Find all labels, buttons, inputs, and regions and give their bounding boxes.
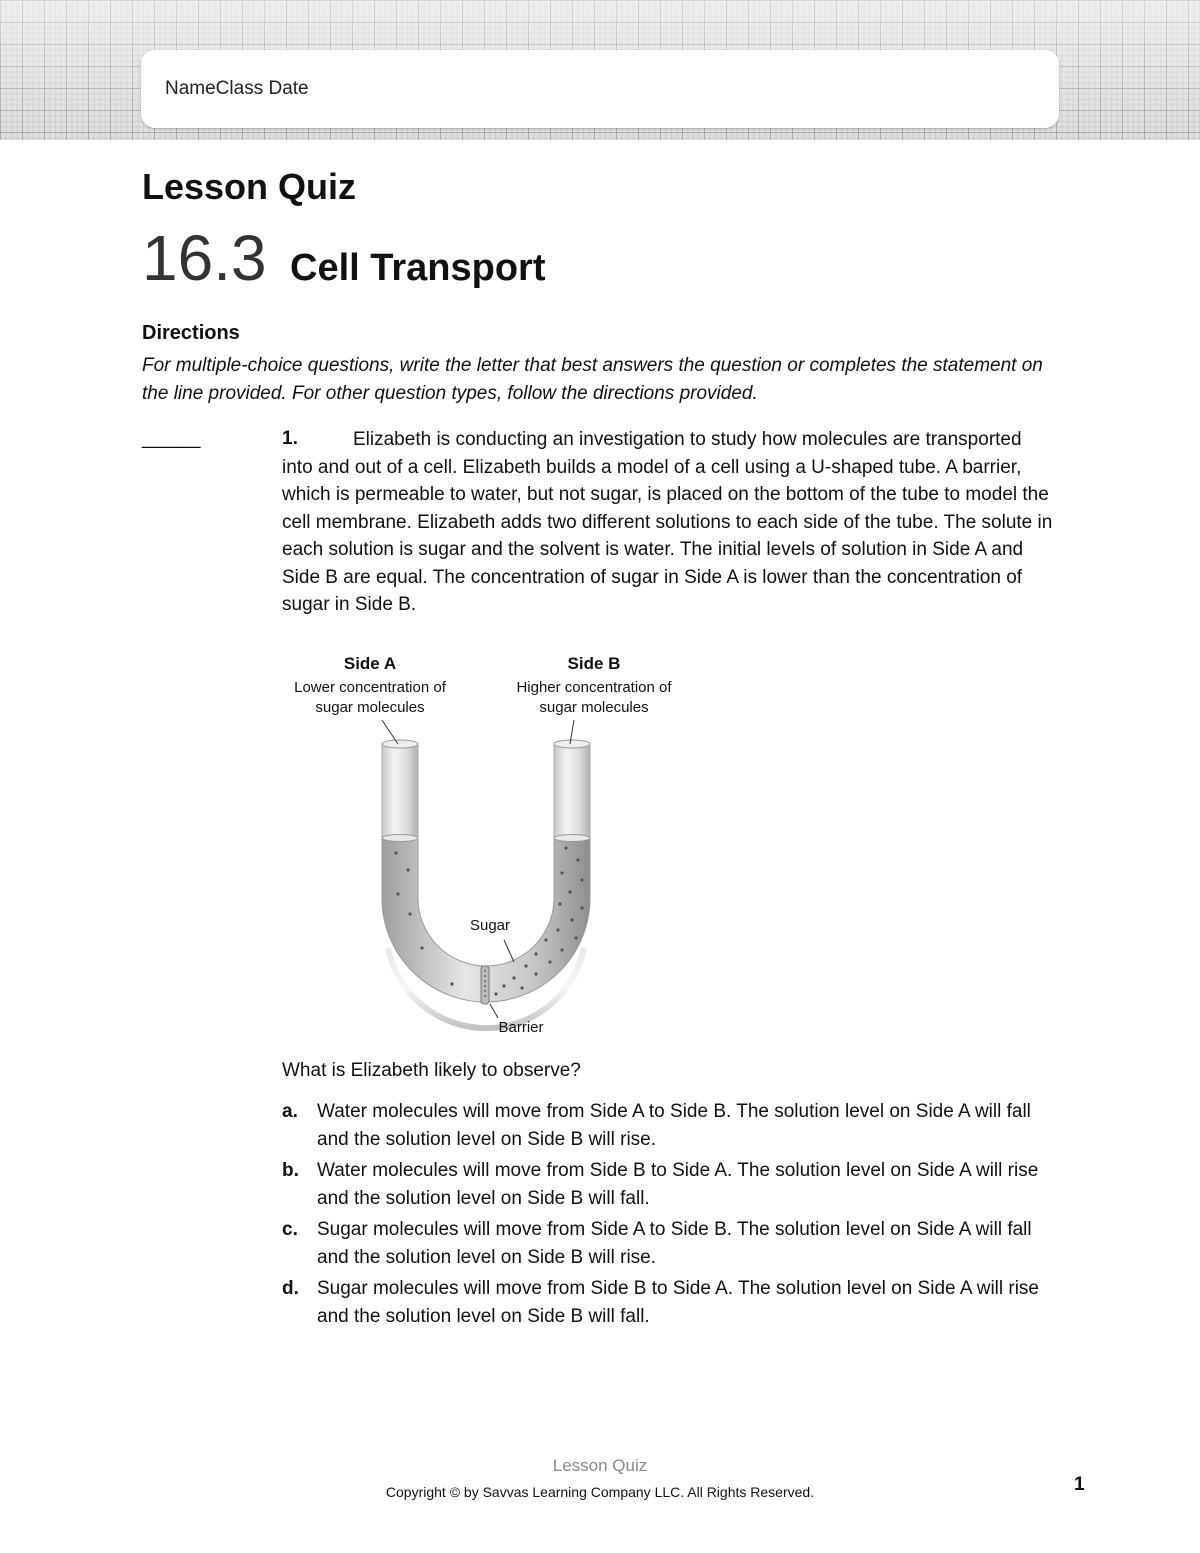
directions-heading: Directions	[142, 322, 240, 344]
side-b-desc-line2: sugar molecules	[539, 699, 649, 716]
question-text: Elizabeth is conducting an investigation to study how molecules are transported into and out of a cell. Elizabeth builds a model of a cell using a U-shaped tube. A barrier, which is permeable to water, but not sugar, is placed on the bottom of the tube to model the cell membrane. Elizabeth adds two different solutions to each side of the tube. The solute in each solution is sugar and the solvent is water. The initial levels of solution in Side A and Side B are equal. The concentration of sugar in Side A is lower than the concentration of sugar in Side B.	[282, 429, 1053, 615]
side-a-title: Side A	[343, 654, 397, 673]
question-number: 1.	[282, 428, 298, 449]
u-tube-drawing	[270, 648, 710, 1043]
footer-copyright: Copyright © by Savvas Learning Company LLC. All Rights Reserved.	[385, 1484, 815, 1500]
directions-text: For multiple-choice questions, write the letter that best answers the question or completes the statement on the line provided. For other question types, follow the directions provided.	[142, 355, 1043, 404]
right-solution-surface	[554, 835, 590, 842]
left-tube-glass	[382, 744, 418, 840]
lesson-number: 16.3	[142, 222, 267, 294]
side-a-desc-line2: sugar molecules	[315, 699, 425, 716]
choice-letter: c.	[282, 1219, 298, 1240]
choice-text: Water molecules will move from Side B to Side A. The solution level on Side A will rise and the solution level on Side B will fall.	[317, 1160, 1039, 1209]
lesson-quiz-heading: Lesson Quiz	[142, 166, 357, 207]
left-solution-surface	[382, 835, 418, 842]
question-prompt: What is Elizabeth likely to observe?	[282, 1060, 581, 1081]
barrier-label: Barrier	[498, 1019, 544, 1036]
name-class-date-label: NameClass Date	[165, 78, 309, 99]
barrier-leader-line	[490, 1004, 498, 1018]
page-number: 1	[1074, 1474, 1085, 1495]
sugar-leader-line	[504, 940, 514, 962]
sugar-label: Sugar	[469, 917, 511, 934]
choice-text: Water molecules will move from Side A to Side B. The solution level on Side A will fall and the solution level on Side B will rise.	[317, 1101, 1031, 1150]
footer-title: Lesson Quiz	[552, 1456, 648, 1475]
right-tube-glass	[554, 744, 590, 840]
u-tube-figure	[270, 648, 710, 1043]
choice-letter: a.	[282, 1101, 298, 1122]
choice-text: Sugar molecules will move from Side B to Side A. The solution level on Side A will rise and the solution level on Side B will fall.	[317, 1278, 1039, 1327]
choice-letter: d.	[282, 1278, 299, 1299]
name-class-date-box	[141, 50, 1059, 128]
side-b-title: Side B	[567, 654, 621, 673]
side-a-desc-line1: Lower concentration of	[294, 679, 446, 696]
choice-letter: b.	[282, 1160, 299, 1181]
lesson-title: Cell Transport	[290, 247, 546, 289]
answer-blank-line: ______	[142, 428, 200, 449]
choice-text: Sugar molecules will move from Side A to Side B. The solution level on Side A will fall and the solution level on Side B will rise.	[317, 1219, 1032, 1268]
side-b-desc-line1: Higher concentration of	[516, 679, 672, 696]
